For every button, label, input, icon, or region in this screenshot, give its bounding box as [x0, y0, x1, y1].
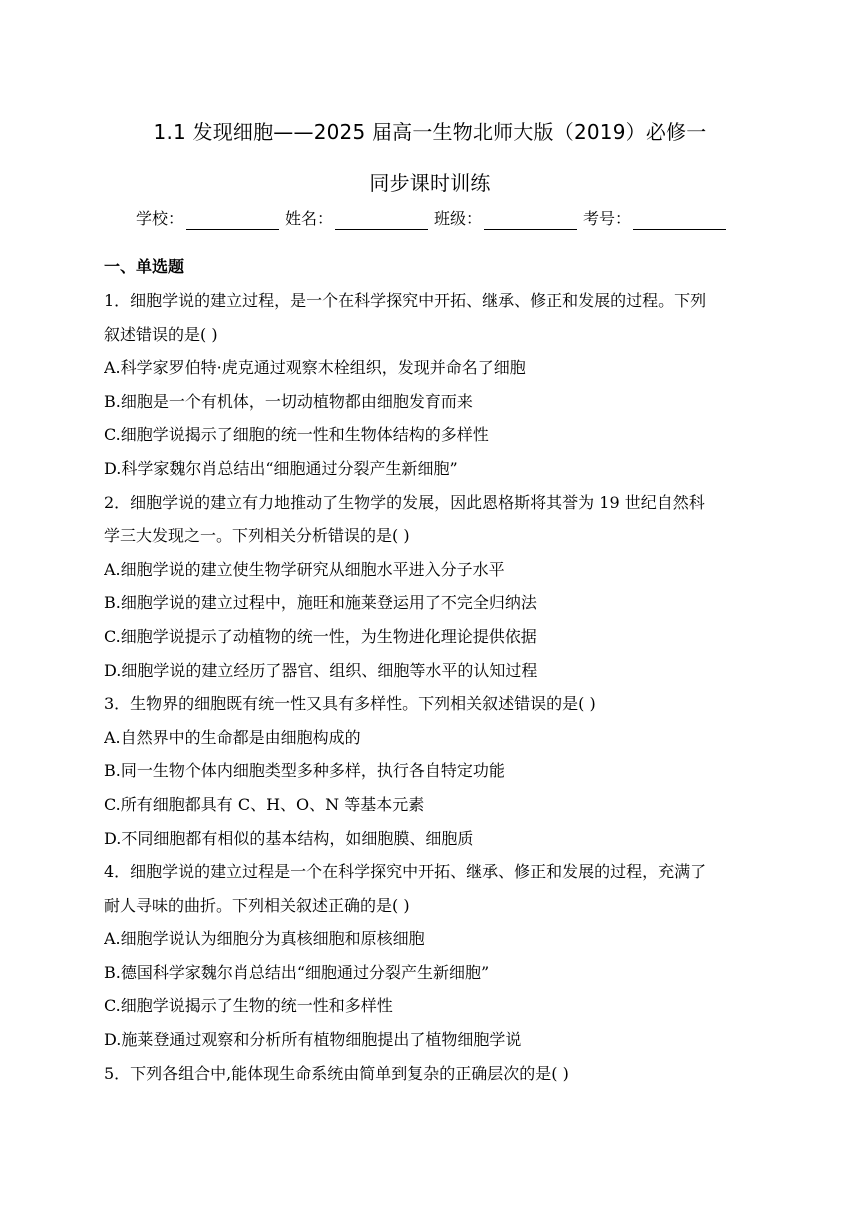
document-title-line-1: 1.1 发现细胞——2025 届高一生物北师大版（2019）必修一	[153, 120, 707, 144]
question-1-option-a: A.科学家罗伯特·虎克通过观察木栓组织，发现并命名了细胞	[104, 358, 526, 378]
student-info-row	[136, 206, 732, 230]
section-heading: 一、单选题	[104, 257, 185, 276]
question-4-option-d: D.施莱登通过观察和分析所有植物细胞提出了植物细胞学说	[104, 1030, 522, 1050]
question-4	[104, 855, 764, 1057]
question-3-option-a: A.自然界中的生命都是由细胞构成的	[104, 727, 361, 747]
question-3-option-c: C.所有细胞都具有 C、H、O、N 等基本元素	[104, 794, 425, 814]
question-2-option-a: A.细胞学说的建立使生物学研究从细胞水平进入分子水平	[104, 559, 505, 579]
exam-number-blank	[633, 209, 726, 230]
question-1-option-b: B.细胞是一个有机体，一切动植物都由细胞发育而来	[104, 391, 473, 411]
class-label: 班级：	[434, 209, 483, 228]
question-1-option-c: C.细胞学说揭示了细胞的统一性和生物体结构的多样性	[104, 425, 489, 445]
question-4-option-a: A.细胞学说认为细胞分为真核细胞和原核细胞	[104, 929, 425, 949]
question-3	[104, 687, 764, 855]
exam-number-label: 考号：	[583, 209, 632, 228]
question-2	[104, 486, 764, 688]
question-2-option-c: C.细胞学说提示了动植物的统一性，为生物进化理论提供依据	[104, 626, 537, 646]
question-1-stem-line-1: 1．细胞学说的建立过程，是一个在科学探究中开拓、继承、修正和发展的过程。下列	[104, 291, 707, 310]
question-2-stem-line-1: 2．细胞学说的建立有力地推动了生物学的发展，因此恩格斯将其誉为 19 世纪自然科	[104, 492, 705, 512]
question-2-option-d: D.细胞学说的建立经历了器官、组织、细胞等水平的认知过程	[104, 660, 538, 680]
question-2-option-b: B.细胞学说的建立过程中，施旺和施莱登运用了不完全归纳法	[104, 593, 537, 613]
class-field	[434, 208, 583, 230]
question-3-stem-line-1: 3．生物界的细胞既有统一性又具有多样性。下列相关叙述错误的是( )	[104, 694, 596, 714]
class-blank	[484, 209, 577, 230]
name-field	[285, 208, 434, 230]
question-1-stem-line-2: 叙述错误的是( )	[104, 324, 218, 344]
question-2-stem-line-2: 学三大发现之一。下列相关分析错误的是( )	[104, 526, 410, 546]
exam-number-field	[583, 208, 732, 230]
question-4-stem-line-1: 4．细胞学说的建立过程是一个在科学探究中开拓、继承、修正和发展的过程，充满了	[104, 862, 707, 882]
question-4-option-c: C.细胞学说揭示了生物的统一性和多样性	[104, 996, 393, 1016]
question-5-stem-line-1: 5．下列各组合中,能体现生命系统由简单到复杂的正确层次的是( )	[104, 1063, 569, 1083]
name-label: 姓名：	[285, 209, 334, 228]
question-5	[104, 1057, 764, 1091]
question-3-option-b: B.同一生物个体内细胞类型多种多样，执行各自特定功能	[104, 761, 505, 781]
question-list	[104, 284, 764, 1090]
question-1-option-d: D.科学家魏尔肖总结出“细胞通过分裂产生新细胞”	[104, 458, 458, 478]
question-4-stem-line-2: 耐人寻味的曲折。下列相关叙述正确的是( )	[104, 895, 410, 915]
school-label: 学校：	[136, 209, 185, 228]
question-3-option-d: D.不同细胞都有相似的基本结构，如细胞膜、细胞质	[104, 828, 474, 848]
document-title-line-2: 同步课时训练	[369, 171, 491, 195]
name-blank	[335, 209, 428, 230]
question-1	[104, 284, 764, 486]
question-4-option-b: B.德国科学家魏尔肖总结出“细胞通过分裂产生新细胞”	[104, 962, 490, 982]
school-field	[136, 208, 285, 230]
school-blank	[186, 209, 279, 230]
